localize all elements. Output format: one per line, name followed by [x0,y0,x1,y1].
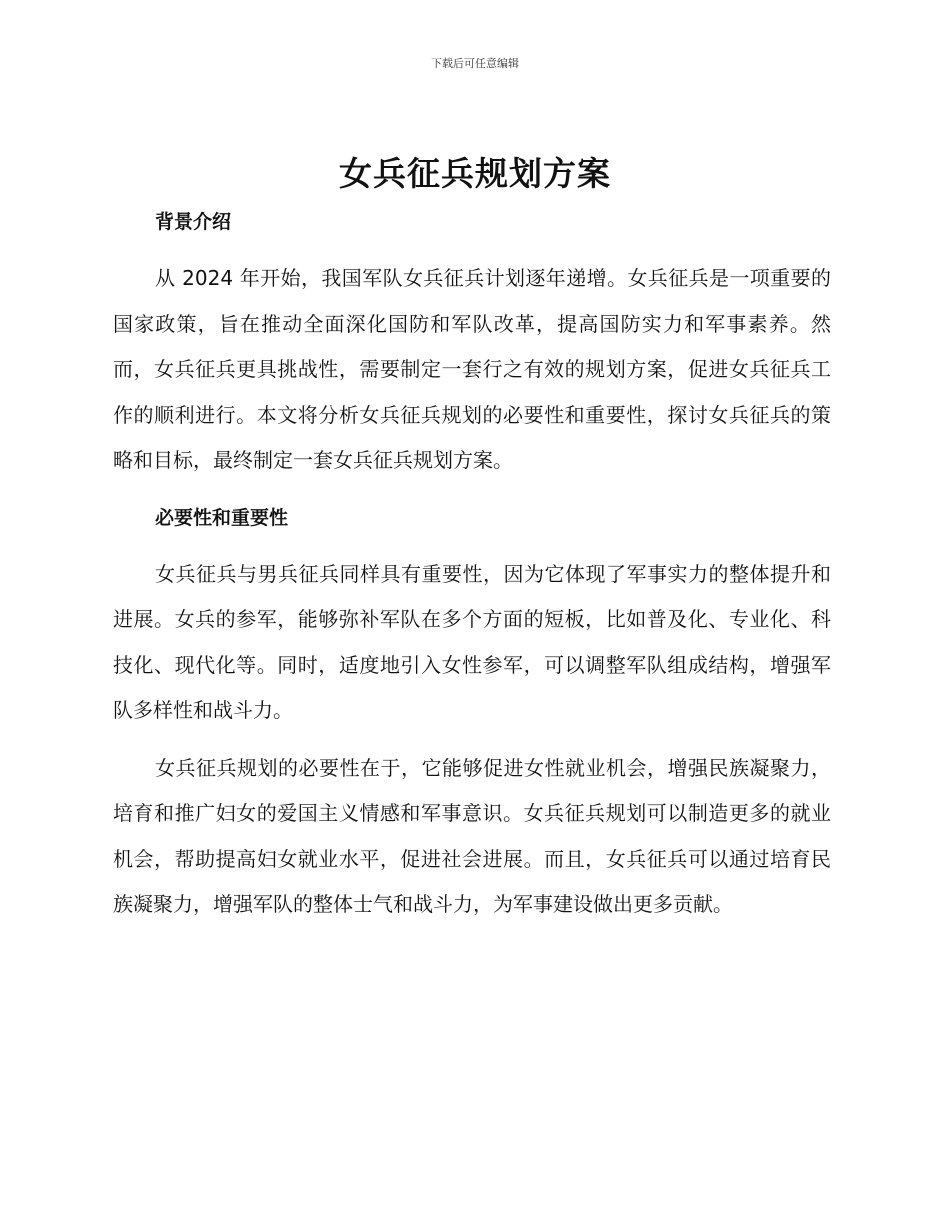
document-body [113,200,831,928]
paragraph-background: 从 2024 年开始，我国军队女兵征兵计划逐年递增。女兵征兵是一项重要的国家政策，旨在推动全面深化国防和军队改革，提高国防实力和军事素养。然而，女兵征兵更具挑战性，需要制定一套行之有效的规划方案，促进女兵征兵工作的顺利进行。本文将分析女兵征兵规划的必要性和重要性，探讨女兵征兵的策略和目标，最终制定一套女兵征兵规划方案。 [113,266,831,472]
header-note: 下载后可任意编辑 [431,57,519,70]
paragraph-necessity: 女兵征兵规划的必要性在于，它能够促进女性就业机会，增强民族凝聚力，培育和推广妇女的爱国主义情感和军事意识。女兵征兵规划可以制造更多的就业机会，帮助提高妇女就业水平，促进社会进展。而且，女兵征兵可以通过培育民族凝聚力，增强军队的整体士气和战斗力，为军事建设做出更多贡献。 [113,755,831,916]
section-heading-necessity: 必要性和重要性 [155,506,289,529]
document-title: 女兵征兵规划方案 [339,154,611,193]
section-heading-background: 背景介绍 [155,211,232,233]
paragraph-importance: 女兵征兵与男兵征兵同样具有重要性，因为它体现了军事实力的整体提升和进展。女兵的参军，能够弥补军队在多个方面的短板，比如普及化、专业化、科技化、现代化等。同时，适度地引入女性参军，可以调整军队组成结构，增强军队多样性和战斗力。 [113,561,831,722]
